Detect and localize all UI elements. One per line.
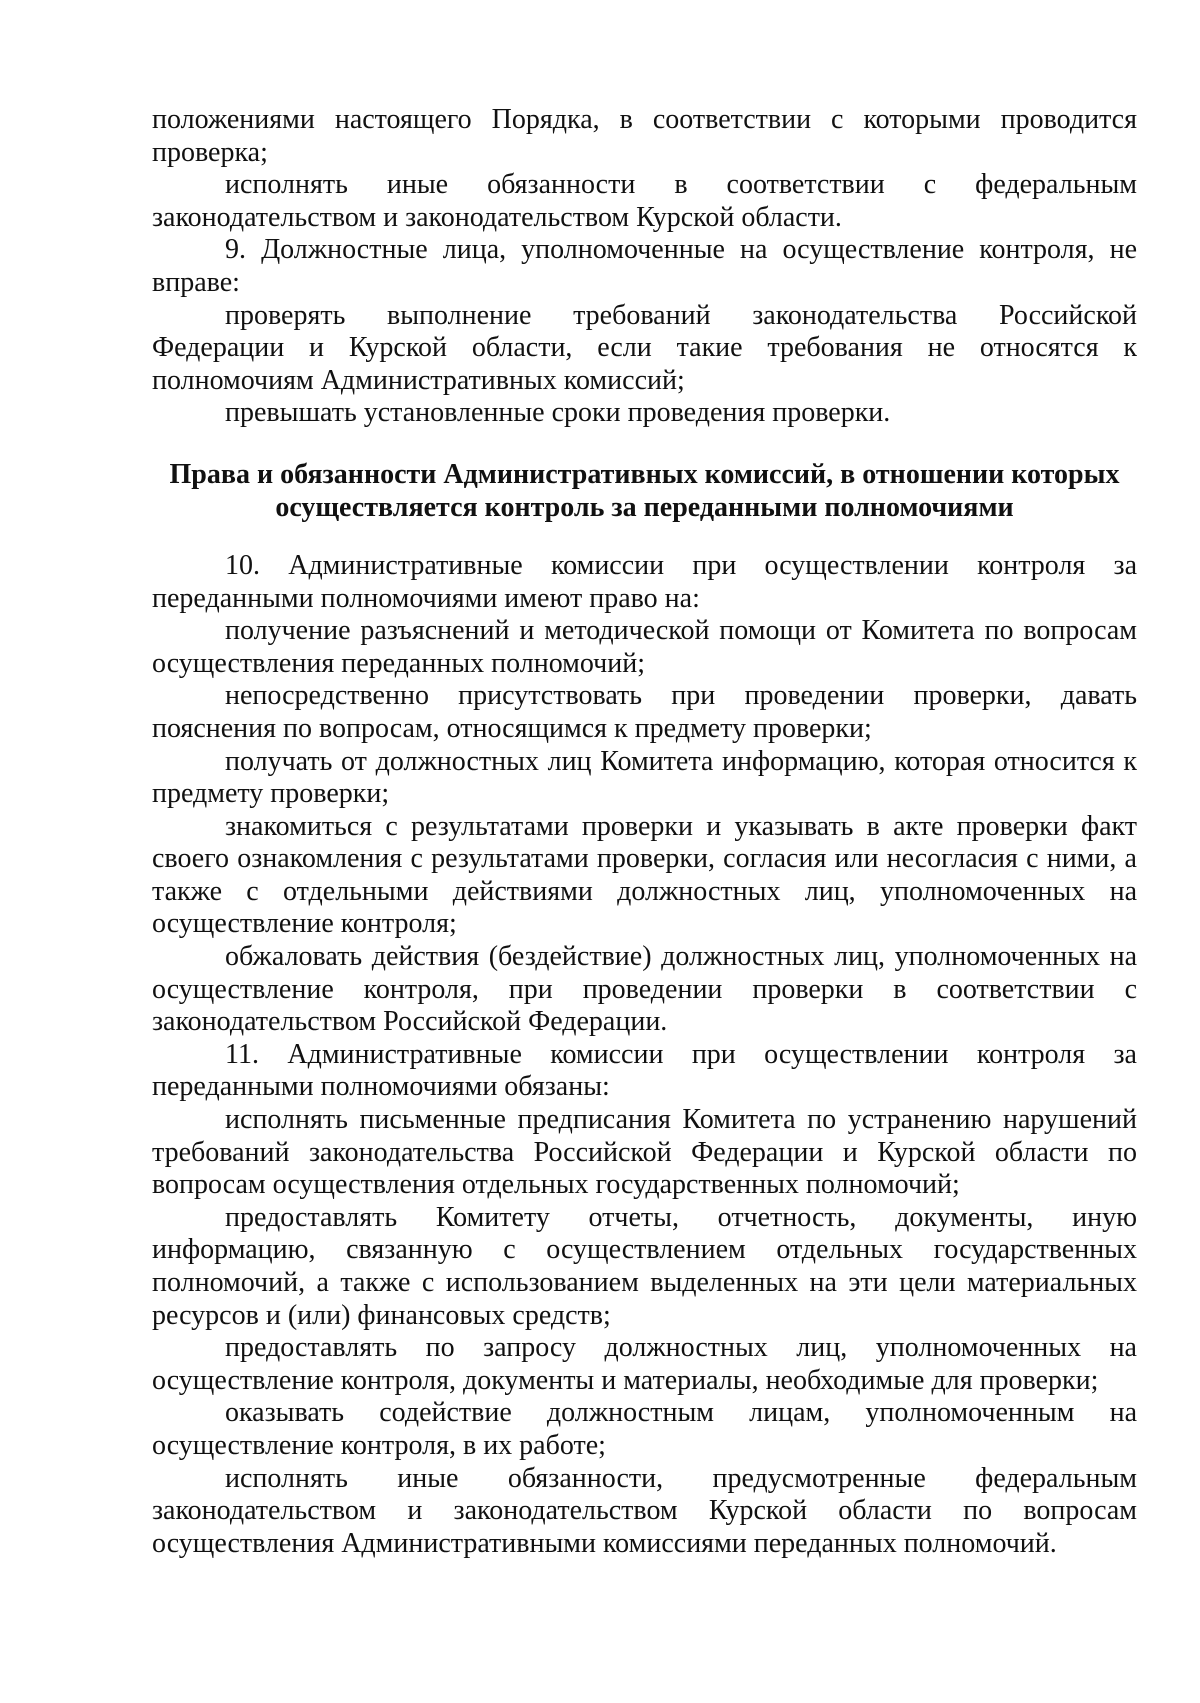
paragraph-right-information: получать от должностных лиц Комитета информацию, которая относится к предмету проверки; xyxy=(152,745,1137,810)
paragraph-right-attend: непосредственно присутствовать при проведении проверки, давать пояснения по вопросам, относящимся к предмету проверки; xyxy=(152,680,1137,744)
paragraph-duty-assist: оказывать содействие должностным лицам, уполномоченным на осуществление контроля, в их работе; xyxy=(152,1397,1137,1461)
paragraph-clause-11: 11. Административные комиссии при осуществлении контроля за переданными полномочиями обязаны: xyxy=(152,1038,1137,1103)
paragraph-restriction-check: проверять выполнение требований законодательства Российской Федерации и Курской области, если такие требования не относятся к полномочиям Административных комиссий; xyxy=(152,299,1137,396)
paragraph-restriction-deadline: превышать установленные сроки проведения проверки. xyxy=(225,397,891,429)
paragraph-right-results: знакомиться с результатами проверки и указывать в акте проверки факт своего ознакомления с результатами проверки, согласия или несогласия с ними, а также с отдельными действиями должностных лиц, уполномоченных на осуществление контроля; xyxy=(152,810,1137,940)
paragraph-duty-documents: предоставлять по запросу должностных лиц, уполномоченных на осуществление контроля, документы и материалы, необходимые для проверки; xyxy=(152,1332,1137,1396)
paragraph-duty-orders: исполнять письменные предписания Комитета по устранению нарушений требований законодательства Российской Федерации и Курской области по вопросам осуществления отдельных государственных полномочий; xyxy=(152,1104,1137,1201)
paragraph-duty-other: исполнять иные обязанности в соответствии с федеральным законодательством и законодательством Курской области. xyxy=(152,169,1137,233)
section-heading: Права и обязанности Административных комиссий, в отношении которых осуществляется контроль за переданными полномочиями xyxy=(169,458,1120,523)
paragraph-clause-10: 10. Административные комиссии при осуществлении контроля за переданными полномочиями имеют право на: xyxy=(152,549,1137,614)
paragraph-duty-other-obligations: исполнять иные обязанности, предусмотренные федеральным законодательством и законодательством Курской области по вопросам осуществления Административными комиссиями переданных полномочий. xyxy=(152,1462,1137,1559)
paragraph-duty-reports: предоставлять Комитету отчеты, отчетность, документы, иную информацию, связанную с осуществлением отдельных государственных полномочий, а также с использованием выделенных на эти цели материальных ресурсов и (или) финансовых средств; xyxy=(152,1201,1137,1331)
paragraph-right-clarification: получение разъяснений и методической помощи от Комитета по вопросам осуществления переданных полномочий; xyxy=(152,615,1137,679)
paragraph-continuation: положениями настоящего Порядка, в соответствии с которыми проводится проверка; xyxy=(152,104,1137,168)
paragraph-clause-9: 9. Должностные лица, уполномоченные на осуществление контроля, не вправе: xyxy=(152,234,1137,298)
paragraph-right-appeal: обжаловать действия (бездействие) должностных лиц, уполномоченных на осуществление контроля, при проведении проверки в соответствии с законодательством Российской Федерации. xyxy=(152,941,1137,1038)
document-body xyxy=(152,104,1137,1560)
